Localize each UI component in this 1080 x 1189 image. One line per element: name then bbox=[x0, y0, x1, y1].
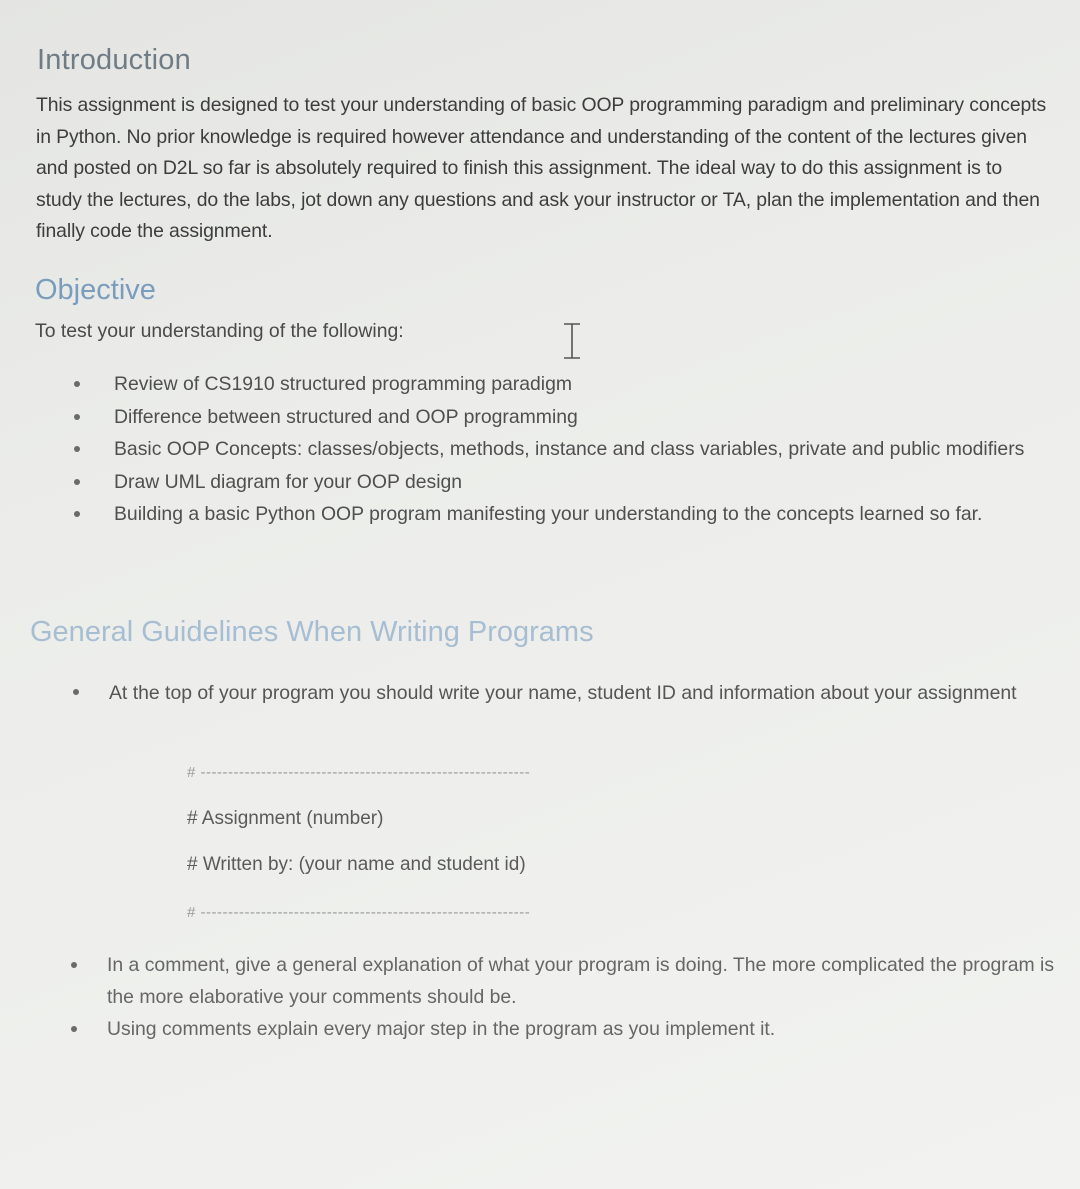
guideline-item-text: At the top of your program you should write your name, student ID and information about your assignment bbox=[109, 682, 1017, 704]
guidelines-list-bottom bbox=[107, 949, 1057, 1045]
objective-heading: Objective bbox=[35, 274, 156, 306]
list-item bbox=[114, 499, 1044, 531]
objective-list bbox=[114, 369, 1044, 532]
list-item bbox=[114, 434, 1044, 466]
objective-lead-text: To test your understanding of the following: bbox=[35, 320, 404, 342]
guidelines-heading: General Guidelines When Writing Programs bbox=[30, 616, 594, 648]
text-cursor-icon bbox=[560, 322, 584, 360]
bullet-icon bbox=[74, 446, 80, 452]
introduction-paragraph: This assignment is designed to test your understanding of basic OOP programming paradigm and preliminary concepts in Python. No prior knowledge is required however attendance and understanding of the content of the lectures given and posted on D2L so far is absolutely required to finish this assignment. The ideal way to do this assignment is to study the lectures, do the labs, jot down any questions and ask your instructor or TA, plan the implementation and then finally code the assignment. bbox=[36, 94, 1047, 242]
objective-item-text: Difference between structured and OOP programming bbox=[114, 405, 578, 428]
list-item bbox=[107, 949, 1057, 1013]
list-item bbox=[109, 677, 1054, 709]
bullet-icon bbox=[71, 1026, 77, 1032]
bullet-icon bbox=[74, 381, 80, 387]
list-item bbox=[114, 402, 1044, 434]
list-item bbox=[114, 467, 1044, 499]
bullet-icon bbox=[71, 962, 77, 968]
objective-item-text: Draw UML diagram for your OOP design bbox=[114, 470, 463, 493]
bullet-icon bbox=[74, 414, 80, 420]
guidelines-list-top bbox=[109, 677, 1054, 709]
comment-assignment-line: # Assignment (number) bbox=[187, 808, 384, 829]
bullet-icon bbox=[74, 479, 80, 485]
objective-item-text: Building a basic Python OOP program manifesting your understanding to the concepts learned so far. bbox=[114, 503, 983, 525]
comment-divider-top: # ------------------------------------------------------------ bbox=[187, 764, 531, 781]
list-item bbox=[107, 1013, 1057, 1045]
comment-written-by-line: # Written by: (your name and student id) bbox=[187, 854, 526, 875]
objective-item-text: Review of CS1910 structured programming paradigm bbox=[114, 373, 573, 395]
guideline-item-text: In a comment, give a general explanation of what your program is doing. The more complicated the program is the more elaborative your comments should be. bbox=[107, 954, 1055, 1008]
comment-divider-bottom: # ------------------------------------------------------------ bbox=[187, 904, 531, 921]
bullet-icon bbox=[73, 689, 79, 695]
introduction-heading: Introduction bbox=[37, 44, 191, 76]
objective-item-text: Basic OOP Concepts: classes/objects, methods, instance and class variables, private and public modifiers bbox=[114, 438, 1025, 460]
bullet-icon bbox=[74, 511, 80, 517]
list-item bbox=[114, 369, 1044, 401]
guideline-item-text: Using comments explain every major step in the program as you implement it. bbox=[107, 1018, 776, 1040]
